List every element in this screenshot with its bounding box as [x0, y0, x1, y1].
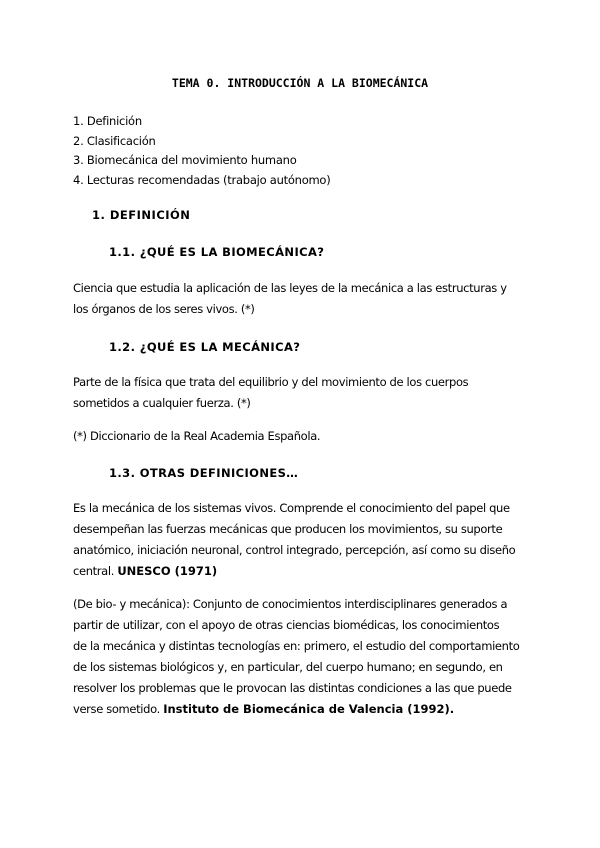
text-span: verse sometido.: [73, 702, 164, 716]
text-line: sometidos a cualquier fuerza. (*): [73, 396, 251, 410]
definition-mecanica: [73, 372, 528, 414]
text-line: Es la mecánica de los sistemas vivos. Comprende el conocimiento del papel que: [73, 501, 510, 515]
text-line: anatómico, iniciación neuronal, control integrado, percepción, así como su diseño: [73, 543, 516, 557]
definition-ibv: [73, 594, 528, 720]
text-span: central.: [73, 564, 118, 578]
page-title: TEMA 0. INTRODUCCIÓN A LA BIOMECÁNICA: [171, 76, 429, 90]
source-citation: UNESCO (1971): [117, 564, 218, 578]
text-line: Parte de la física que trata del equilibrio y del movimiento de los cuerpos: [73, 375, 469, 389]
text-line: partir de utilizar, con el apoyo de otras ciencias biomédicas, los conocimientos: [73, 618, 500, 632]
text-line: de la mecánica y distintas tecnologías en: primero, el estudio del comportamiento: [73, 639, 520, 653]
subsection-heading-mecanica: 1.2. ¿QUÉ ES LA MECÁNICA?: [109, 340, 301, 354]
footnote: [73, 426, 528, 447]
text-line: de los sistemas biológicos y, en particular, del cuerpo humano; en segundo, en: [73, 660, 503, 674]
toc-item: 2. Clasificación: [73, 133, 156, 148]
subsection-heading-otras-definiciones: 1.3. OTRAS DEFINICIONES…: [109, 466, 299, 480]
definition-biomecanica: [73, 278, 528, 320]
text-line: (De bio- y mecánica): Conjunto de conocimientos interdisciplinares generados a: [73, 597, 508, 611]
text-line: [73, 561, 528, 582]
source-citation: Instituto de Biomecánica de Valencia (1992).: [163, 702, 455, 716]
subsection-heading-biomecanica: 1.1. ¿QUÉ ES LA BIOMECÁNICA?: [109, 245, 325, 259]
toc-item: 4. Lecturas recomendadas (trabajo autónomo): [73, 172, 331, 187]
text-line: los órganos de los seres vivos. (*): [73, 302, 255, 316]
text-line: desempeñan las fuerzas mecánicas que producen los movimientos, su suporte: [73, 522, 503, 536]
toc-item: 3. Biomecánica del movimiento humano: [73, 153, 297, 167]
text-line: resolver los problemas que le provocan las distintas condiciones a las que puede: [73, 681, 512, 695]
text-line: (*) Diccionario de la Real Academia Española.: [73, 429, 321, 443]
text-line: [73, 699, 528, 720]
toc-item: 1. Definición: [73, 114, 142, 128]
text-line: Ciencia que estudia la aplicación de las leyes de la mecánica a las estructuras y: [73, 281, 507, 295]
definition-unesco: [73, 498, 528, 582]
table-of-contents: [73, 112, 330, 190]
section-heading-definicion: 1. DEFINICIÓN: [92, 208, 191, 222]
